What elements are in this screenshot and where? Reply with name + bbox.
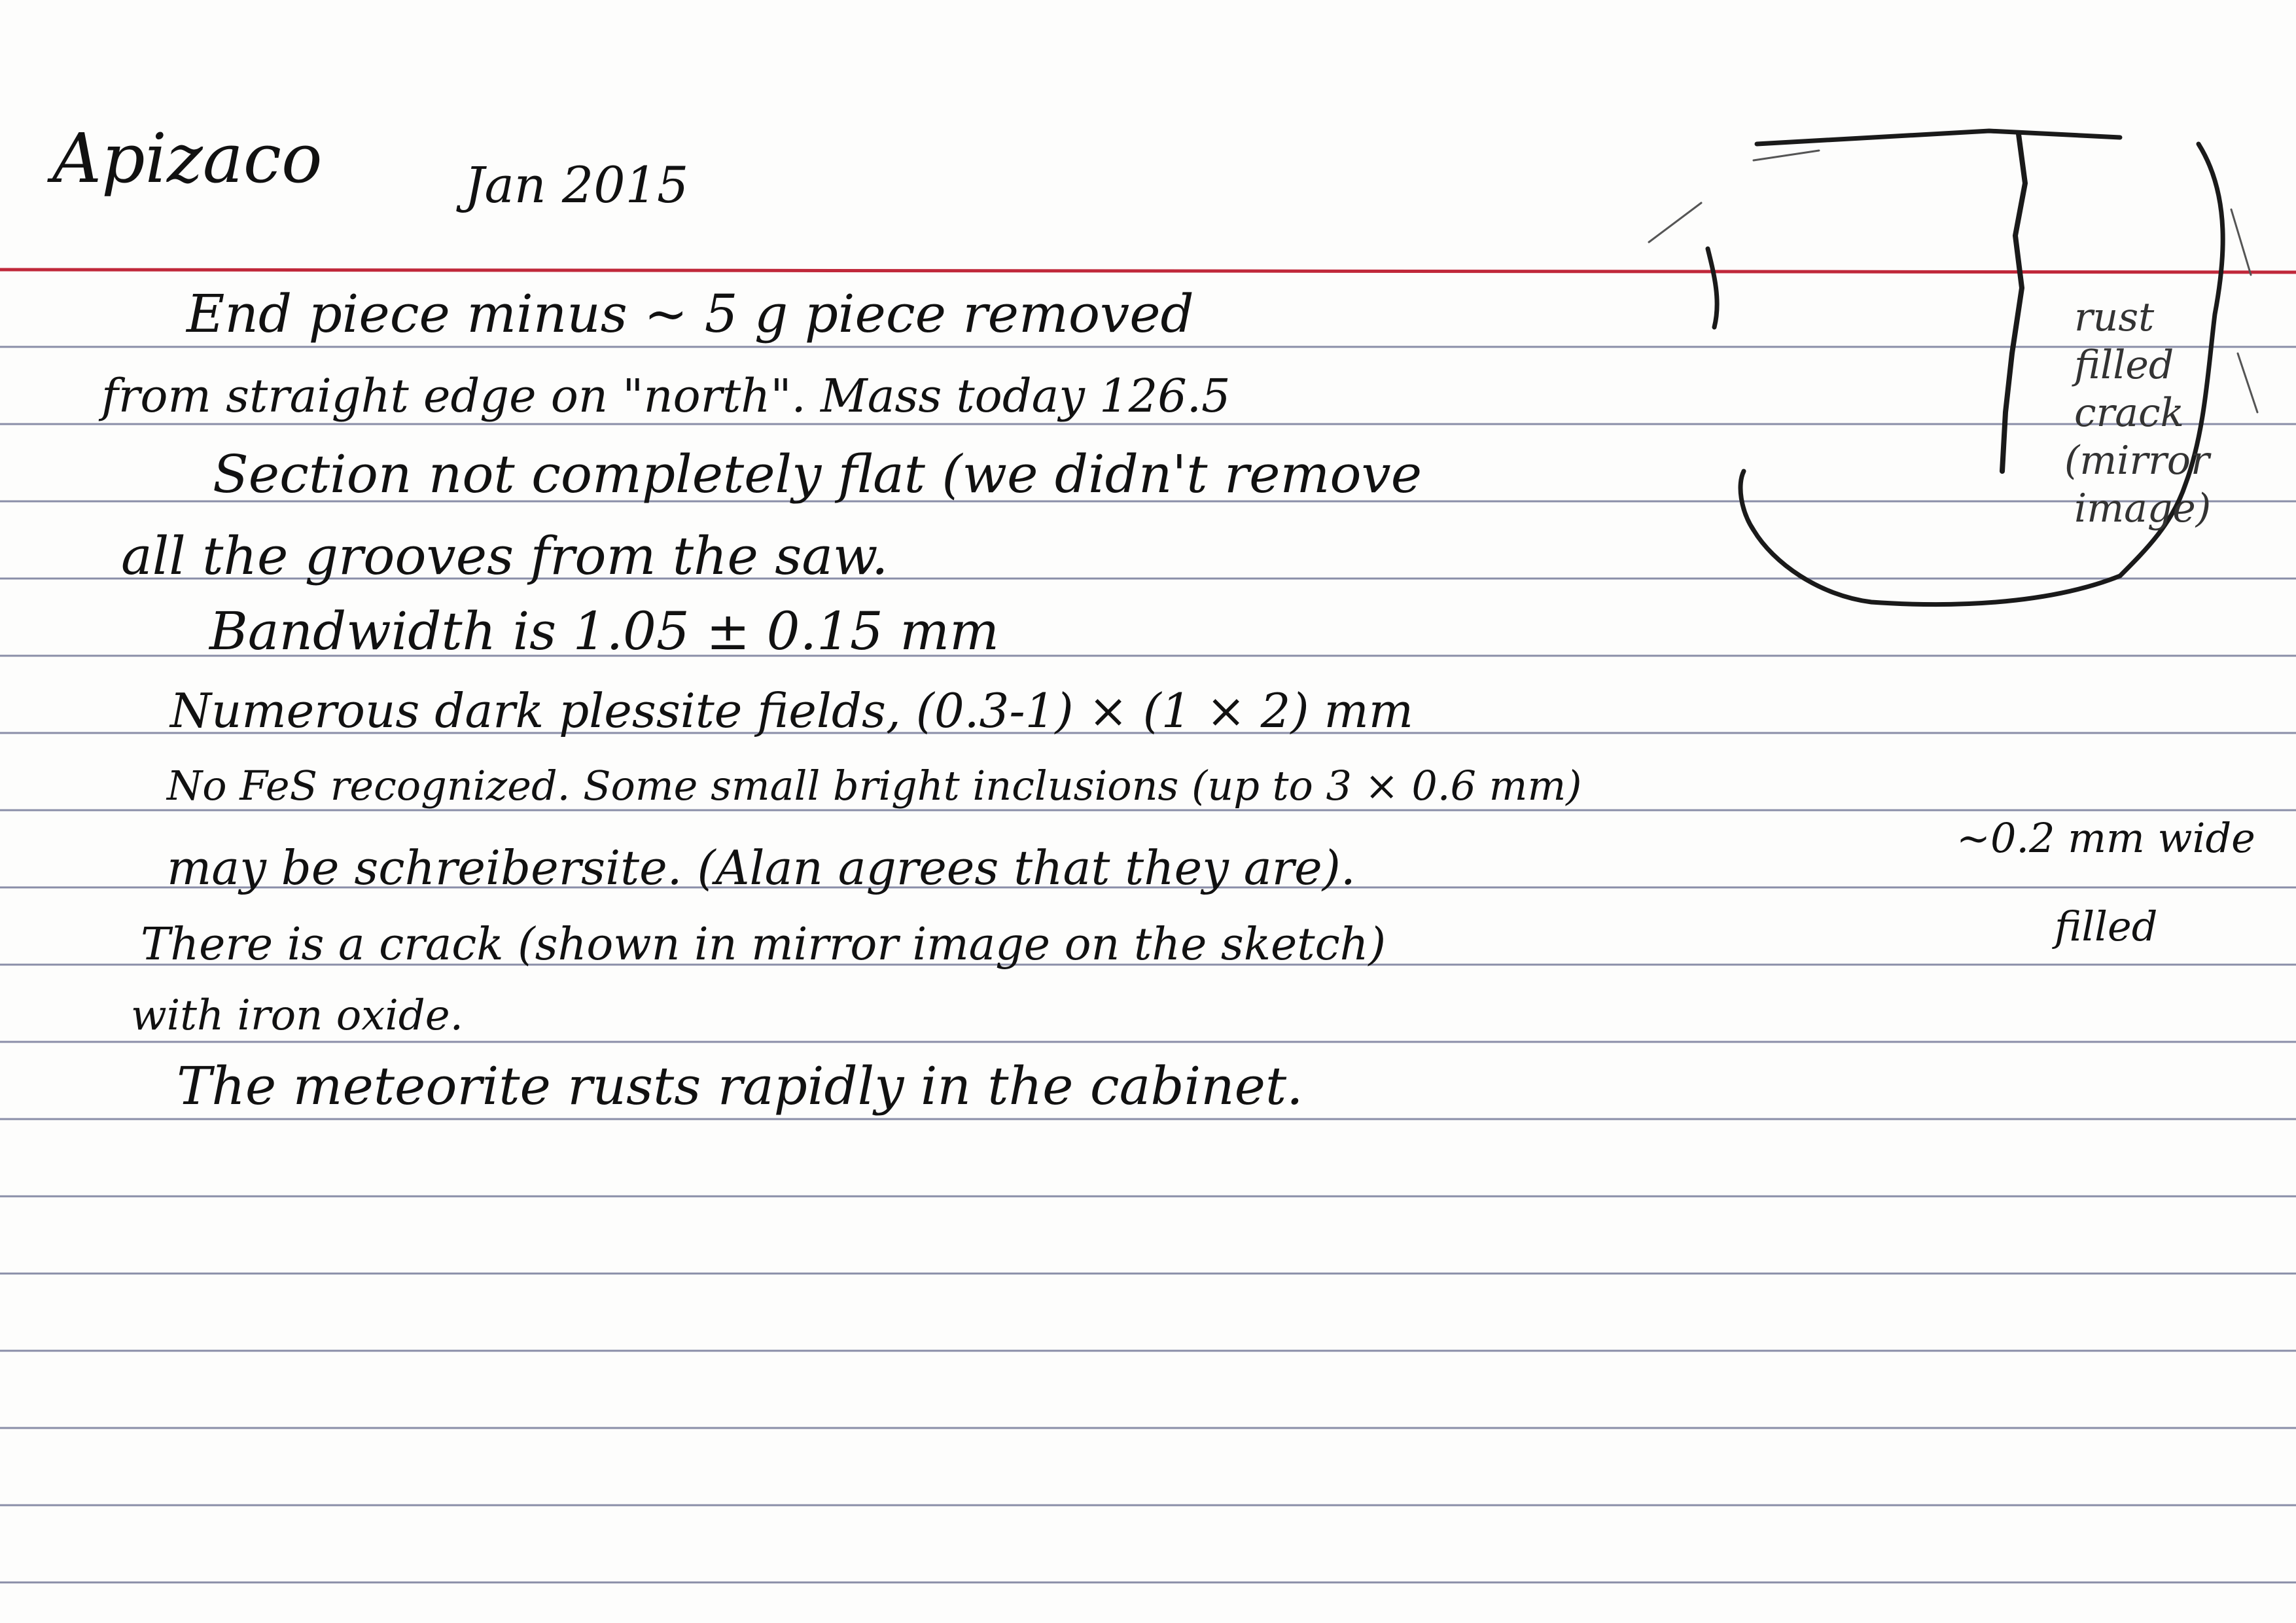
crack-width-note: ~0.2 mm wide [1956,814,2255,862]
sketch-label-line-4: (mirror [2064,438,2210,484]
note-line-4: all the grooves from the saw. [121,526,889,586]
note-line-2: from straight edge on "north". Mass today 126.5 [101,369,1231,423]
note-line-6: Numerous dark plessite fields, (0.3-1) × (1 × 2) mm [170,683,1413,738]
sketch-label-line-2: filled [2074,342,2174,388]
note-line-3: Section not completely flat (we didn't remove [213,444,1422,505]
note-line-11: The meteorite rusts rapidly in the cabinet. [177,1056,1303,1116]
sketch-label-line-1: rust [2074,294,2155,340]
crack-mark [2002,134,2025,471]
sketch-label-line-3: crack [2074,390,2185,436]
note-line-5: Bandwidth is 1.05 ± 0.15 mm [209,601,999,662]
note-line-1: End piece minus ~ 5 g piece removed [186,283,1194,344]
specimen-sketch [1623,105,2277,668]
card-date: Jan 2015 [465,156,689,214]
note-line-10: with iron oxide. [131,991,463,1040]
filled-note: filled [2055,902,2158,950]
card-title: Apizaco [52,118,323,198]
sketch-label-line-5: image) [2074,486,2212,531]
note-line-8: may be schreibersite. (Alan agrees that they are). [167,840,1356,895]
note-line-7: No FeS recognized. Some small bright inclusions (up to 3 × 0.6 mm) [167,762,1582,810]
note-line-9: There is a crack (shown in mirror image on the sketch) [141,919,1386,971]
